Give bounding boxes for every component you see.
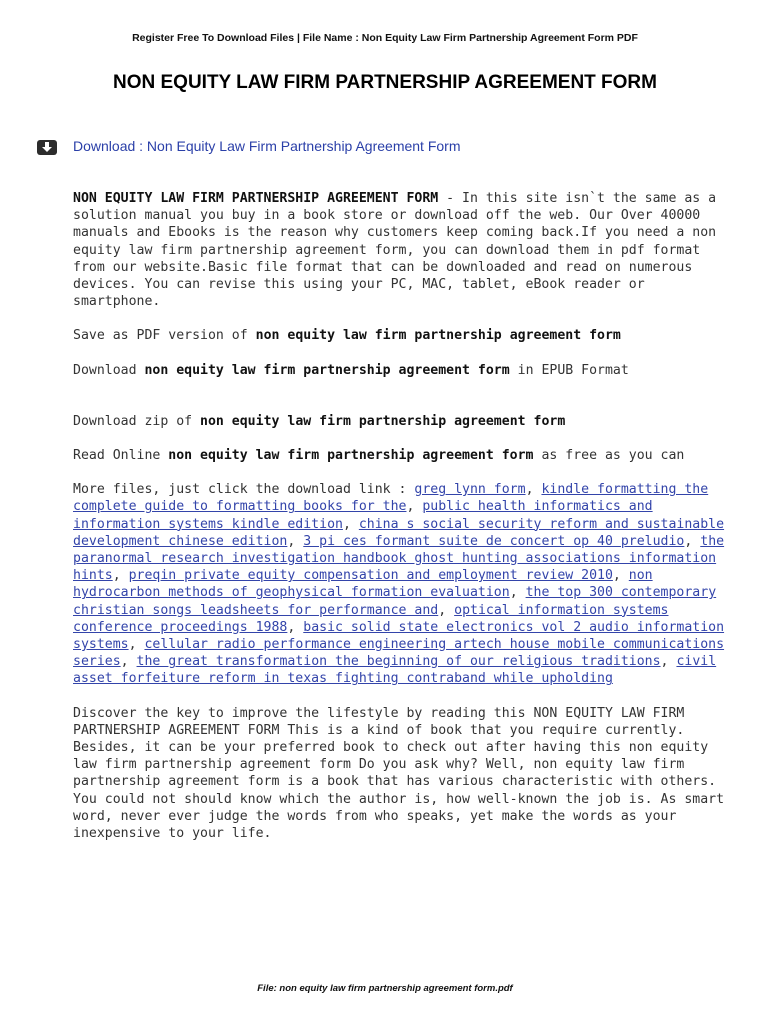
epub-line (73, 362, 733, 379)
save-pdf-prefix: Save as PDF version of (73, 328, 256, 344)
intro-bold-title: NON EQUITY LAW FIRM PARTNERSHIP AGREEMENT FORM (73, 191, 439, 206)
file-link-pieces-formant[interactable]: 3 pi ces formant suite de concert op 40 preludio (303, 533, 685, 549)
more-files-paragraph: More files, just click the download link : greg lynn form, kindle formatting the complete guide to formatting books for the, public health informatics and information systems kindle edition, china s social security reform and sustainable development chinese edition, 3 pi ces formant suite de concert op 40 preludio, the paranormal research investigation handbook ghost hunting associations information hints, preqin private equity compensation and employment review 2010, non hydrocarbon methods of geophysical formation evaluation, the top 300 contemporary christian songs leadsheets for performance and, optical information systems conference proceedings 1988, basic solid state electronics vol 2 audio information systems, cellular radio performance engineering artech house mobile communications series, the great transformation the beginning of our religious traditions, civil asset forfeiture reform in texas fighting contraband while upholding (73, 482, 725, 687)
read-online-prefix: Read Online (73, 448, 169, 464)
file-link-optical-information[interactable]: optical information systems conference proceedings 1988 (73, 602, 669, 635)
epub-bold: non equity law firm partnership agreement form (144, 362, 510, 378)
file-link-kindle-formatting[interactable]: kindle formatting the complete guide to formatting books for the (73, 482, 709, 515)
read-online-bold: non equity law firm partnership agreement form (168, 448, 534, 464)
file-link-cellular-radio[interactable]: cellular radio performance engineering artech house mobile communications series (73, 637, 725, 670)
download-link[interactable]: Download : Non Equity Law Firm Partnership Agreement Form (73, 138, 461, 154)
file-link-top-300-songs[interactable]: the top 300 contemporary christian songs leadsheets for performance and (73, 585, 717, 618)
zip-line (73, 413, 733, 430)
read-online-line (73, 447, 733, 464)
page-title: NON EQUITY LAW FIRM PARTNERSHIP AGREEMENT FORM (113, 72, 657, 93)
file-link-greg-lynn[interactable]: greg lynn form (414, 482, 526, 498)
file-link-great-transformation[interactable]: the great transformation the beginning of our religious traditions (136, 654, 661, 670)
zip-prefix: Download zip of (73, 413, 201, 429)
file-link-paranormal[interactable]: the paranormal research investigation handbook ghost hunting associations information hints (73, 533, 725, 584)
more-files-prefix: More files, just click the download link : (73, 482, 415, 498)
discover-paragraph: Discover the key to improve the lifestyle by reading this NON EQUITY LAW FIRM PARTNERSHIP AGREEMENT FORM This is a kind of book that you require currently. Besides, it can be your preferred book to check out after having this non equity law firm partnership agreement form Do you ask why? Well, non equity law firm partnership agreement form is a book that has various characteristic with others. You could not should know which the author is, how well-known the job is. As smart word, never ever judge the words from who speaks, yet make the words as your inexpensive to your life. (73, 705, 725, 842)
file-link-china-social-security[interactable]: china s social security reform and sustainable development chinese edition (73, 516, 725, 549)
save-pdf-bold: non equity law firm partnership agreement form (255, 328, 621, 344)
file-link-civil-asset[interactable]: civil asset forfeiture reform in texas fighting contraband while upholding (73, 654, 717, 687)
page-footer: File: non equity law firm partnership agreement form.pdf (257, 983, 513, 994)
intro-paragraph (73, 190, 733, 310)
file-link-non-hydrocarbon[interactable]: non hydrocarbon methods of geophysical formation evaluation (73, 568, 653, 601)
file-link-public-health[interactable]: public health informatics and information systems kindle edition (73, 499, 653, 532)
document-body (73, 190, 733, 842)
page-header: Register Free To Download Files | File Name : Non Equity Law Firm Partnership Agreement Form PDF (132, 32, 638, 44)
file-link-preqin[interactable]: preqin private equity compensation and employment review 2010 (128, 568, 613, 584)
download-icon[interactable] (37, 140, 57, 155)
zip-bold: non equity law firm partnership agreement form (200, 413, 566, 429)
read-online-suffix: as free as you can (533, 448, 685, 464)
epub-prefix: Download (73, 362, 145, 378)
intro-text: - In this site isn`t the same as a solution manual you buy in a book store or download off the web. Our Over 40000 manuals and Ebooks is the reason why customers keep coming back.If you need a non equity law firm partnership agreement form, you can download them in pdf format from our website.Basic file format that can be downloaded and read on numerous devices. You can revise this using your PC, MAC, tablet, eBook reader or smartphone. (73, 191, 717, 310)
file-link-basic-solid-state[interactable]: basic solid state electronics vol 2 audio information systems (73, 619, 725, 653)
save-pdf-line (73, 327, 733, 344)
epub-suffix: in EPUB Format (509, 362, 629, 378)
